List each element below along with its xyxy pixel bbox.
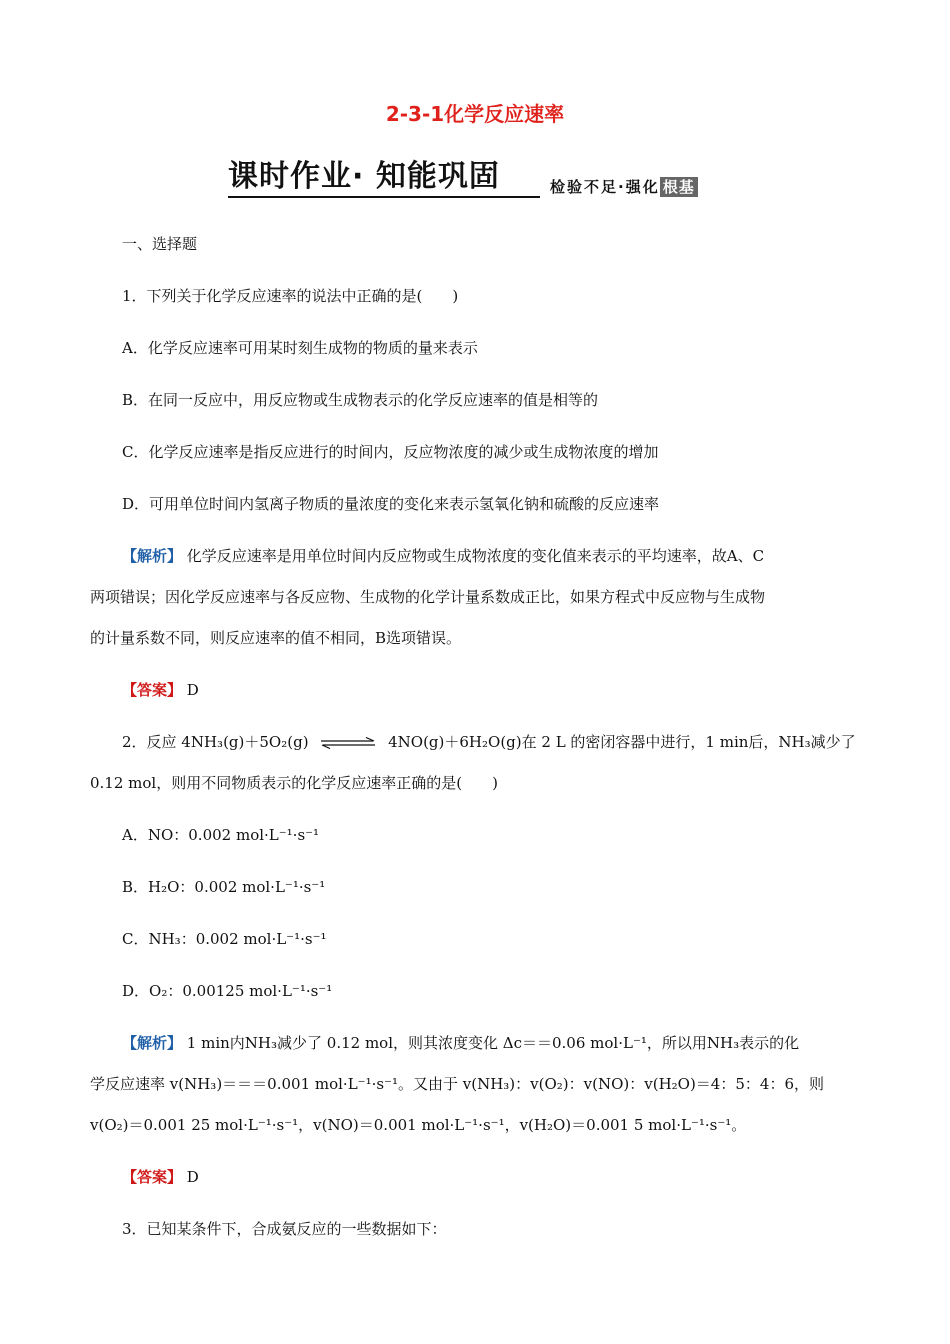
- q2-analysis-line-1: [0, 1032, 950, 1053]
- q2-analysis-tag: 【解析】: [122, 1034, 183, 1052]
- q2-option-b: B．H₂O：0.002 mol·L⁻¹·s⁻¹: [122, 878, 326, 896]
- q2-stem-line-1: [0, 731, 950, 752]
- q1-stem: 1．下列关于化学反应速率的说法中正确的是( ): [122, 287, 459, 305]
- q2-stem-part-1: 2．反应 4NH₃(g)＋5O₂(g): [122, 733, 309, 751]
- q2-stem-line-2: 0.12 mol，则用不同物质表示的化学反应速率正确的是( ): [90, 774, 498, 792]
- q2-answer: [0, 1166, 950, 1187]
- q3-stem: 3．已知某条件下，合成氨反应的一些数据如下：: [122, 1220, 447, 1238]
- q1-option-d: D．可用单位时间内氢离子物质的量浓度的变化来表示氢氧化钠和硫酸的反应速率: [122, 495, 660, 513]
- q1-analysis-line-1: [0, 545, 950, 566]
- banner-main-text: 课时作业· 知能巩固: [228, 158, 540, 198]
- q1-answer-value: D: [186, 681, 199, 699]
- q2-analysis-line-2: 学反应速率 v(NH₃)＝＝＝0.001 mol·L⁻¹·s⁻¹。又由于 v(NH₃)：v(O₂)：v(NO)：v(H₂O)＝4：5：4：6，则: [90, 1075, 824, 1093]
- q2-option-d: D．O₂：0.00125 mol·L⁻¹·s⁻¹: [122, 982, 333, 1000]
- q1-analysis-line-2: 两项错误；因化学反应速率与各反应物、生成物的化学计量系数成正比，如果方程式中反应物与生成物: [90, 588, 766, 606]
- banner-sub-plain: 检验不足·强化: [550, 178, 660, 196]
- q1-option-a: A．化学反应速率可用某时刻生成物的物质的量来表示: [122, 339, 478, 357]
- q1-option-b: B．在同一反应中，用反应物或生成物表示的化学反应速率的值是相等的: [122, 391, 599, 409]
- q1-analysis-tag: 【解析】: [122, 547, 183, 565]
- q1-answer: [0, 679, 950, 700]
- q1-analysis-text-1: 化学反应速率是用单位时间内反应物或生成物浓度的变化值来表示的平均速率，故A、C: [186, 547, 765, 565]
- equilibrium-arrow-icon: [319, 737, 377, 749]
- q2-stem-part-2: 4NO(g)＋6H₂O(g)在 2 L 的密闭容器中进行，1 min后，NH₃减少了: [388, 733, 856, 751]
- q1-analysis-line-3: 的计量系数不同，则反应速率的值不相同，B选项错误。: [90, 629, 462, 647]
- banner-sub-box: 根基: [660, 177, 698, 197]
- q2-option-a: A．NO：0.002 mol·L⁻¹·s⁻¹: [122, 826, 320, 844]
- q2-answer-tag: 【答案】: [122, 1168, 183, 1186]
- q1-answer-tag: 【答案】: [122, 681, 183, 699]
- banner-sub-text: [550, 176, 698, 197]
- q2-analysis-text-1: 1 min内NH₃减少了 0.12 mol，则其浓度变化 Δc＝＝0.06 mol·L⁻¹，所以用NH₃表示的化: [186, 1034, 800, 1052]
- q2-analysis-line-3: v(O₂)＝0.001 25 mol·L⁻¹·s⁻¹，v(NO)＝0.001 mol·L⁻¹·s⁻¹，v(H₂O)＝0.001 5 mol·L⁻¹·s⁻¹。: [90, 1116, 747, 1134]
- q2-option-c: C．NH₃：0.002 mol·L⁻¹·s⁻¹: [122, 930, 327, 948]
- q1-option-c: C．化学反应速率是指反应进行的时间内，反应物浓度的减少或生成物浓度的增加: [122, 443, 659, 461]
- page-title: 2-3-1化学反应速率: [385, 102, 565, 126]
- section-heading: 一、选择题: [122, 235, 198, 253]
- q2-answer-value: D: [186, 1168, 199, 1186]
